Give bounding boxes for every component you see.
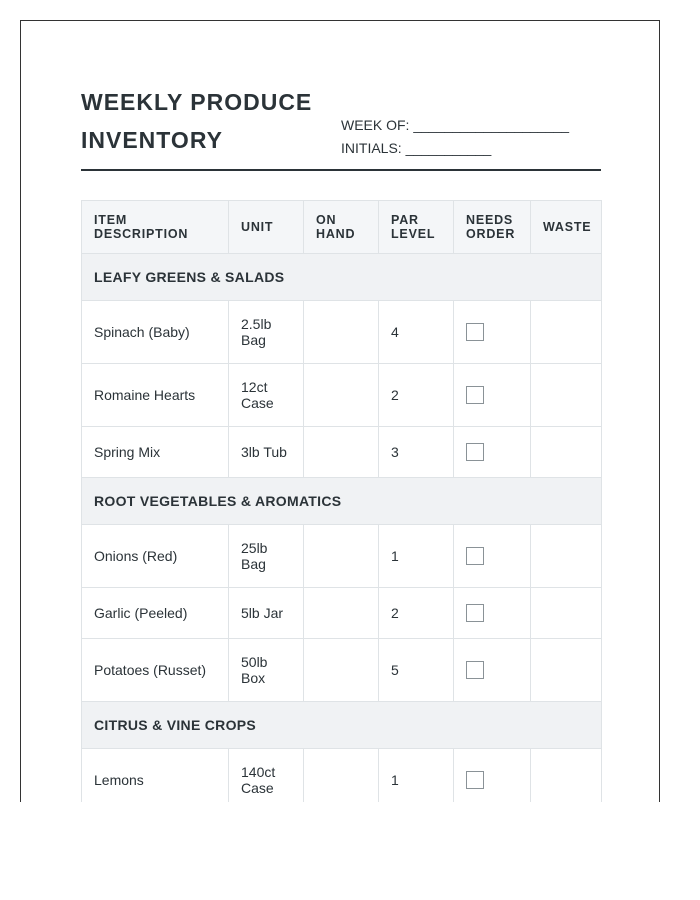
document-header [81,81,601,171]
table-header-row [82,201,602,254]
par-level: 1 [379,525,454,588]
category-row [82,254,602,301]
item-description: Spring Mix [82,427,229,478]
needs-order-cell [454,525,531,588]
on-hand-cell[interactable] [304,301,379,364]
initials-field[interactable] [341,137,569,160]
item-unit: 140ct Case [229,749,304,803]
waste-cell[interactable] [531,364,602,427]
needs-order-cell [454,301,531,364]
needs-order-cell [454,639,531,702]
document-title: WEEKLY PRODUCE INVENTORY [81,89,313,153]
table-row [82,525,602,588]
header-on-hand: ON HAND [304,201,379,254]
on-hand-cell[interactable] [304,749,379,803]
initials-blank[interactable]: ___________ [405,140,492,156]
needs-order-cell [454,588,531,639]
needs-order-checkbox[interactable] [466,604,484,622]
needs-order-checkbox[interactable] [466,771,484,789]
category-row [82,702,602,749]
week-of-label: WEEK OF: [341,117,410,133]
needs-order-checkbox[interactable] [466,547,484,565]
document-page [20,20,660,802]
waste-cell[interactable] [531,301,602,364]
item-unit: 5lb Jar [229,588,304,639]
par-level: 2 [379,364,454,427]
item-description: Lemons [82,749,229,803]
par-level: 4 [379,301,454,364]
inventory-table [81,200,602,802]
form-fields [341,114,569,160]
table-row [82,427,602,478]
item-description: Garlic (Peeled) [82,588,229,639]
table-row [82,639,602,702]
item-unit: 3lb Tub [229,427,304,478]
needs-order-checkbox[interactable] [466,323,484,341]
category-label: LEAFY GREENS & SALADS [82,254,602,301]
par-level: 3 [379,427,454,478]
waste-cell[interactable] [531,525,602,588]
header-item-description: ITEM DESCRIPTION [82,201,229,254]
table-row [82,749,602,803]
header-unit: UNIT [229,201,304,254]
header-needs-order: NEEDS ORDER [454,201,531,254]
item-unit: 50lb Box [229,639,304,702]
needs-order-cell [454,749,531,803]
on-hand-cell[interactable] [304,639,379,702]
item-description: Romaine Hearts [82,364,229,427]
category-label: ROOT VEGETABLES & AROMATICS [82,478,602,525]
on-hand-cell[interactable] [304,427,379,478]
initials-label: INITIALS: [341,140,402,156]
par-level: 2 [379,588,454,639]
table-row [82,301,602,364]
waste-cell[interactable] [531,639,602,702]
item-unit: 12ct Case [229,364,304,427]
par-level: 5 [379,639,454,702]
on-hand-cell[interactable] [304,525,379,588]
table-row [82,588,602,639]
item-description: Onions (Red) [82,525,229,588]
week-of-field[interactable] [341,114,569,137]
waste-cell[interactable] [531,427,602,478]
item-description: Spinach (Baby) [82,301,229,364]
item-unit: 2.5lb Bag [229,301,304,364]
needs-order-checkbox[interactable] [466,386,484,404]
week-of-blank[interactable]: ____________________ [413,117,570,133]
needs-order-cell [454,364,531,427]
needs-order-checkbox[interactable] [466,661,484,679]
on-hand-cell[interactable] [304,588,379,639]
needs-order-cell [454,427,531,478]
on-hand-cell[interactable] [304,364,379,427]
par-level: 1 [379,749,454,803]
item-description: Potatoes (Russet) [82,639,229,702]
header-waste: WASTE [531,201,602,254]
needs-order-checkbox[interactable] [466,443,484,461]
category-row [82,478,602,525]
header-par-level: PAR LEVEL [379,201,454,254]
waste-cell[interactable] [531,749,602,803]
category-label: CITRUS & VINE CROPS [82,702,602,749]
item-unit: 25lb Bag [229,525,304,588]
table-row [82,364,602,427]
waste-cell[interactable] [531,588,602,639]
